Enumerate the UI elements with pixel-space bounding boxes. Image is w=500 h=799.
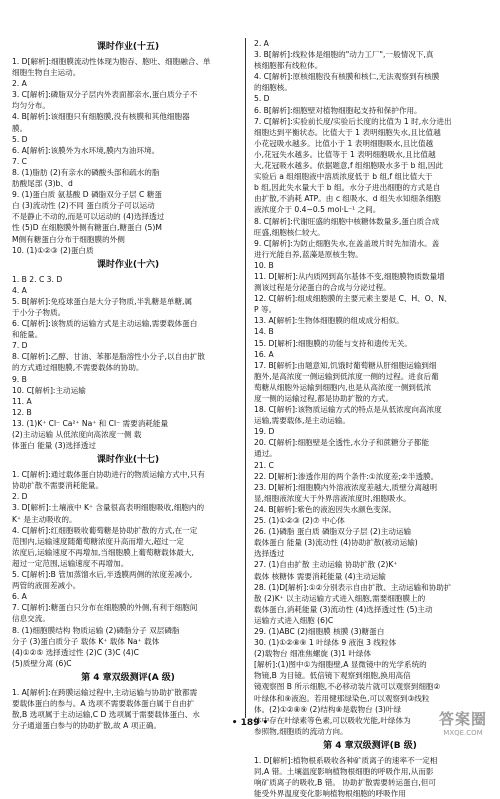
answer-line: b 组,因此失水量大于 b 组。水分子进出细胞的方式是自 <box>254 183 441 193</box>
answer-line: 分子 (3)蛋白质分子 载体 K⁺ 载体 Na⁺ 载体 <box>12 636 160 646</box>
answer-line: 7. D <box>12 341 28 351</box>
answer-line: 26. (1)磷脂 蛋白质 磷脂双分子层 (2)主动运输 <box>254 527 412 537</box>
answer-line: 8. C[解析]:乙醇、甘油、苯都是脂溶性小分子,以自由扩散 <box>12 352 205 362</box>
answer-line: 散 (2)K⁺ 以主动运输方式进入细胞,需要细胞膜上的 <box>254 593 426 603</box>
answer-line: 浓度后,运输速度不再增加,当细胞膜上葡萄糖载体最大, <box>12 547 194 557</box>
answer-line: 2. D <box>12 492 28 502</box>
answer-line: 响矿质离子的吸收,B 错。 协助扩散需要转运蛋白,但可 <box>254 778 436 788</box>
answer-line: 30. (1)①②⑧⑨ 1 叶绿体 9 液泡 3 线粒体 <box>254 638 397 648</box>
answer-line: 分子通道蛋白参与的协助扩散,故 A 项正确。 <box>12 721 162 731</box>
answer-line: 1. B 2. C 3. D <box>12 274 63 284</box>
answer-line: 13. (1)K⁺ Cl⁻ Ca²⁺ Na⁺ 和 Cl⁻ 需要消耗能量 <box>12 418 169 428</box>
answer-line: 1. C[解析]:通过载体蛋白协助进行的物质运输方式中,只有 <box>12 470 205 480</box>
answer-line: 核细胞都有线粒体。 <box>254 61 323 71</box>
section-heading: 课时作业(十五) <box>96 42 160 52</box>
answer-line: 2. A <box>254 39 269 48</box>
answer-line: 细胞生物自主运动。 <box>12 68 81 78</box>
answer-line: 6. A <box>12 592 27 602</box>
answer-line: 协助扩散不需要消耗能量。 <box>12 481 104 491</box>
answer-line: 物镜,B 为目镜。低倍镜下观察到细胞,换用高倍 <box>254 671 411 681</box>
answer-line: [解析]:(1)图中①为细胞壁,A 显微镜中的光学系统的 <box>254 660 427 670</box>
answer-line: 10. C[解析]:主动运输 <box>12 385 86 395</box>
answer-line: 小花冠吸水越多。比值小于 1 表明细胞吸水,且比值越 <box>254 138 434 148</box>
answer-line: 5. B[解析]:免疫球蛋白是大分子物质,半乳糖是单糖,属 <box>12 296 193 306</box>
left-column <box>12 38 244 731</box>
answer-line: 5. D <box>254 94 270 104</box>
answer-line: 25. (1)①②③ (2)⑦ 中心体 <box>254 516 345 526</box>
answer-line: 4. C[解析]:红细胞吸收葡萄糖是协助扩散的方式,在一定 <box>12 525 198 535</box>
answer-line: 镜观察图 B 所示细胞,不必移动装片就可以观察到细胞② <box>254 682 441 692</box>
answer-line: 12. C[解析]:组成细胞膜的主要元素主要是 C、H、O、N、 <box>254 294 452 304</box>
answer-line: 实验后 a 组细胞液中溶质浓度低于 b 组,f 组比值大于 <box>254 172 433 182</box>
answer-line: 显,细胞液浓度大于外界溶液浓度时,细胞吸水。 <box>254 493 411 503</box>
watermark-logo: 答案圈 <box>438 710 487 728</box>
answer-line: 22. D[解析]:渗透作用的两个条件:①浓度差;②半透膜。 <box>254 471 439 481</box>
answer-line: 15. D[解析]:细胞膜的功能与支持和遗传无关。 <box>254 338 412 348</box>
answer-line: 11. A <box>12 396 32 406</box>
column-divider <box>245 38 246 718</box>
answer-line: 6. C[解析]:该物质的运输方式是主动运输,需要载体蛋白 <box>12 319 198 329</box>
section-heading: 课时作业(十七) <box>96 455 160 466</box>
answer-line: 2. A <box>12 79 27 89</box>
answer-line: 24. B[解析]:紫色的液泡因失水颜色变深。 <box>254 504 397 514</box>
answer-line: 运输方式进入细胞 (6)C <box>254 615 334 625</box>
answer-line: 度一侧的运输过程,都是协助扩散的方式。 <box>254 394 394 403</box>
answer-line: 信息交流。 <box>12 614 50 624</box>
watermark-url: MXQE.COM <box>443 729 483 737</box>
answer-line: 9. C[解析]:为防止细胞失水,在盖盖玻片时先加清水。盖 <box>254 238 440 248</box>
answer-line: 测该过程是分泌蛋白的合成与分泌过程。 <box>254 283 391 293</box>
answer-line: 7. C[解析]:实验前长度/实验后长度的比值为 1 时,水分进出 <box>254 116 452 126</box>
answer-line: 29. (1)ABC (2)细胞膜 核膜 (3)糖蛋白 <box>254 626 385 636</box>
answer-line: 和能量。 <box>12 330 43 340</box>
answer-line: 细胞达到平衡状态。比值大于 1 表明细胞失水,且比值越 <box>254 127 441 137</box>
answer-line: 运输,需要载体,是主动运输。 <box>254 416 350 426</box>
answer-line: 不是静止不动的,而是可以运动的 (4)选择透过 <box>12 212 165 222</box>
watermark <box>432 710 494 744</box>
answer-line: 体蛋白 能量 (3)选择透过 <box>12 441 96 451</box>
answer-line: 均匀分布。 <box>12 101 50 111</box>
answer-line: 8. C[解析]:代谢旺盛的细胞中核糖体数量多,蛋白质合成 <box>254 216 440 226</box>
section-heading: 课时作业(十六) <box>96 259 160 270</box>
answer-line: 10. B <box>254 260 274 270</box>
answer-line: 9. B <box>12 374 27 384</box>
answer-line: 叶绿体和⑨液泡。若用健那绿染色,可以观察到③线粒 <box>254 693 430 703</box>
answer-line: 17. B[解析]:由题意知,饥饿时葡萄糖从肝细胞运输到细 <box>254 360 437 370</box>
answer-line: (5)质壁分离 (6)C <box>12 658 72 668</box>
answer-line: (4)①②⑤ 选择透过性 (2)C (3)C (4)C <box>12 647 139 657</box>
answer-line: 28. (1)D[解析]:①②分别表示自由扩散、主动运输和协助扩 <box>254 582 452 592</box>
answer-line: K⁺ 是主动吸收的。 <box>12 514 77 524</box>
answer-line: 旺盛,细胞核仁较大。 <box>254 227 325 237</box>
answer-line: 于小分子物质。 <box>12 307 66 317</box>
answer-line: 载体蛋白,消耗能量 (3)流动性 (4)选择透过性 (5)主动 <box>254 604 433 614</box>
answer-line: 的方式通过细胞膜,不需要载体的协助。 <box>12 363 144 373</box>
answer-line: 萄糖从细胞外运输到细胞内,也是从高浓度一侧到低浓 <box>254 382 432 392</box>
answer-line: 两管的液面差减小。 <box>12 581 81 591</box>
answer-line: 4. B[解析]:该细胞只有细胞膜,没有核膜和其他细胞器 <box>12 112 190 122</box>
answer-line: 6. B[解析]:细胞壁对植物细胞起支持和保护作用。 <box>254 105 422 115</box>
answer-line: 3. D[解析]:土壤液中 K⁺ 含量很高表明细胞吸收,细胞内的 <box>12 503 205 513</box>
answer-line: 5. D <box>12 134 28 144</box>
answer-line: 4. C[解析]:原核细胞没有核膜和核仁,无法观察到有核膜 <box>254 72 440 82</box>
answer-line: 范围内,运输速度随葡萄糖浓度升高而增大,超过一定 <box>12 536 184 546</box>
answer-line: 11. D[解析]:从内质网到高尔基体不变,细胞膜物质数量增 <box>254 271 445 281</box>
answer-line: 3. C[解析]:磷脂双分子层内外表面都亲水,蛋白质分子不 <box>12 90 198 100</box>
answer-line: 18. C[解析]:该物质运输方式的特点是从低浓度向高浓度 <box>254 405 442 415</box>
answer-line: 1. D[解析]:植物根系吸收各种矿质离子的速率不一定相 <box>254 755 438 765</box>
answer-line: 13. A[解析]:生物体细胞膜的组成成分相似。 <box>254 316 404 326</box>
answer-line: 8. (1)脂肪 (2)有亲水的磷酸头部和疏水的脂 <box>12 167 160 177</box>
answer-line: 大,花冠吸水越多。依据题意,f 组细胞吸水多于 b 组,因此 <box>254 161 444 171</box>
answer-line: 5. C[解析]:B 管加蒸馏水后,半透膜两侧的浓度差减小, <box>12 570 193 580</box>
answer-line: 体中存在叶绿素等色素,可以吸收光能,叶绿体为 <box>254 715 411 725</box>
answer-line: 体。(2)①②⑧⑨ (2)结构⑧是载物台 (3)叶绿 <box>254 704 402 714</box>
answer-line: 超过一定范围,运输速度不再增加。 <box>12 558 129 568</box>
answer-line: 6. A[解析]:该膜外为水环境,膜内为油环境。 <box>12 145 160 155</box>
section-heading: 第 4 章双级测评(A 级) <box>81 672 175 683</box>
answer-line: 液浓度介于 0.4~0.5 mol·L⁻¹ 之间。 <box>254 205 381 215</box>
section-heading: 第 4 章双级测评(B 级) <box>323 740 417 751</box>
answer-line: 16. A <box>254 349 274 359</box>
answer-line: 性 (5)D 在细胞膜外侧有糖蛋白,糖蛋白 (5)M <box>12 223 162 233</box>
answer-line: 8. (1)细胞膜结构 物质运输 (2)磷脂分子 双层磷脂 <box>12 625 180 635</box>
answer-line: 20. C[解析]:细胞壁是全透性,水分子和蔗糖分子都能 <box>254 438 429 448</box>
page-number: • 189 • <box>231 718 269 728</box>
answer-line: 进行光能自养,蓝藻是原核生物。 <box>254 249 363 259</box>
answer-line: 3. B[解析]:线粒体是细胞的"动力工厂",一般情况下,真 <box>254 50 434 60</box>
answer-line: 小,花冠失水越多。比值等于 1 表明细胞吸水,且比值越 <box>254 149 436 159</box>
answer-line: 由扩散,不消耗 ATP。由 c 组吸水、d 组失水知细条细胞 <box>254 194 441 204</box>
answer-line: 10. (1)①②③ (2)蛋白质 <box>12 245 94 255</box>
answer-line: 12. B <box>12 407 32 417</box>
answer-line: (2)主动运输 从低浓度向高浓度一侧 载 <box>12 430 142 439</box>
answer-line: 载体蛋白 能量 (3)流动性 (4)协助扩散(被动运输) <box>254 538 418 548</box>
answer-line: 膜。 <box>12 123 28 133</box>
answer-line: 要载体蛋白的参与。A 选项不需要载体蛋白属于自由扩 <box>12 698 195 708</box>
answer-line: 1. D[解析]:细胞膜流动性体现为胞吞、胞吐、细胞融合、单 <box>12 57 211 66</box>
answer-line: (2)载物台 细准焦螺旋 (3)1 叶绿体 <box>254 649 372 659</box>
answer-line: 14. B <box>254 327 274 337</box>
answer-line: 7. C <box>12 156 27 166</box>
answer-line: 散,B 选项属于主动运输,C D 选项属于需要载体蛋白、水 <box>12 710 200 720</box>
answer-line: 4. A <box>12 285 27 295</box>
answer-line: 27. (1)自由扩散 主动运输 协助扩散 (2)K⁺ <box>254 560 398 570</box>
answer-line: 通过。 <box>254 449 277 459</box>
answer-line: 1. A[解析]:在跨膜运输过程中,主动运输与协助扩散都需 <box>12 687 198 697</box>
answer-line: 参照物,细胞质的流动方向。 <box>254 726 348 736</box>
answer-line: 胞外,是高浓度一侧运输到低浓度一侧的过程。进食后葡 <box>254 371 439 381</box>
answer-line: 选择透过 <box>254 549 285 559</box>
answer-line: 9. (1)蛋白质 氨基酸 D 磷脂双分子层 C 糖蛋 <box>12 190 162 200</box>
answer-line: 能受外界温度变化影响植物根细胞的呼吸作用 <box>254 789 406 799</box>
answer-line: 白 (3)流动性 (2)不同 蛋白质分子可以运动 <box>12 201 155 211</box>
answer-line: 同,A 错。土壤温度影响植物根细胞的呼吸作用,从而影 <box>254 767 434 776</box>
answer-line: M侧有糖蛋白分布于细胞膜的外侧 <box>12 234 125 244</box>
answer-line: 7. C[解析]:糖蛋白只分布在细胞膜的外侧,有利于细胞间 <box>12 603 198 613</box>
answer-line: 23. D[解析]:细胞膜内外溶液浓度差越大,质壁分离越明 <box>254 482 438 492</box>
answer-line: 的细胞核。 <box>254 83 292 93</box>
answer-line: 21. C <box>254 460 274 470</box>
answer-line: 载体 核糖体 需要消耗能量 (4)主动运输 <box>254 571 386 581</box>
answer-line: 19. D <box>254 427 275 437</box>
answer-line: 肪酸尾部 (3)b、d <box>12 179 73 189</box>
answer-line: P 等。 <box>254 305 277 315</box>
